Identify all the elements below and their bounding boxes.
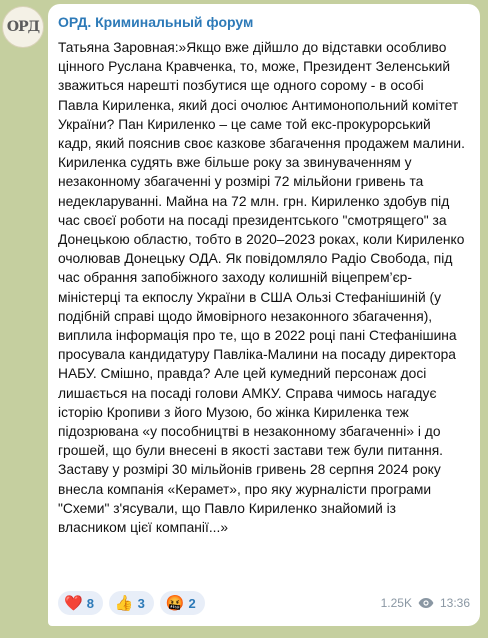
reaction-count: 2 [188,595,196,611]
angry-face-icon: 🤬 [165,594,185,612]
channel-avatar[interactable] [2,6,44,48]
reaction-count: 3 [137,595,145,611]
avatar-text: ОРД [6,19,40,35]
channel-name[interactable]: ОРД. Криминальный форум [58,14,254,30]
eye-icon [418,597,434,609]
message-bubble[interactable] [48,4,480,626]
message-meta [381,596,470,610]
view-count: 1.25K [380,596,412,610]
message-time: 13:36 [439,596,470,610]
reaction-thumbs-up[interactable] [109,591,154,615]
thumbs-up-icon: 👍 [114,594,134,612]
message-footer [58,590,470,616]
reaction-angry-face[interactable] [160,591,205,615]
heart-icon: ❤️ [64,594,83,612]
reaction-heart[interactable] [58,591,103,615]
reaction-count: 8 [86,595,94,611]
message-text: Татьяна Заровная:»Якщо вже дійшло до відставки особливо цінного Руслана Кравченка, то, може, Президент Зеленський зважиться нарешті позбутися ще одного сорому - в особі Павла Кириленка, який досі очолює Антимонопольний комітет України? Пан Кириленко – це саме той екс-прокурорський кадр, який пояснив своє казкове збагачення продажем малини. Кириленка судять вже більше року за звинуваченням у незаконному збагаченні у розмірі 72 мільйони гривень та недекларуванні. Майна на 72 млн. грн. Кириленко здобув під час своєї роботи на посаді президентського "смотрящего" за Донецькою областю, тобто в 2020–2023 роках, коли Кириленко очолював Донецьку ОДА. Як повідомляло Радіо Свобода, під час обрання запобіжного заходу колишній віцепрем’єр-міністерці та екпослу України в США Ользі Стефанішиній (у подібній справі щодо ймовірного незаконного збагачення), виплила інформація про те, що в 2022 році пані Стефанішина просувала кандидатуру Павліка-Малини на посаду директора НАБУ. Смішно, правда? Але цей кумедний персонаж досі лишається на посаді голови АМКУ. Справа чимось нагадує історію Кропиви з його Музою, бо жінка Кириленка теж підозрювана «у пособництві в незаконному збагаченні» і до грошей, що були внесені в якості застави теж були питання. Заставу у розмірі 30 мільйонів гривень 28 серпня 2024 року внесла компанія «Керамет», про яку журналісти програми "Схеми" з'ясували, що Павло Кириленко знайомий із власником цієї компанії...» [58,40,465,536]
